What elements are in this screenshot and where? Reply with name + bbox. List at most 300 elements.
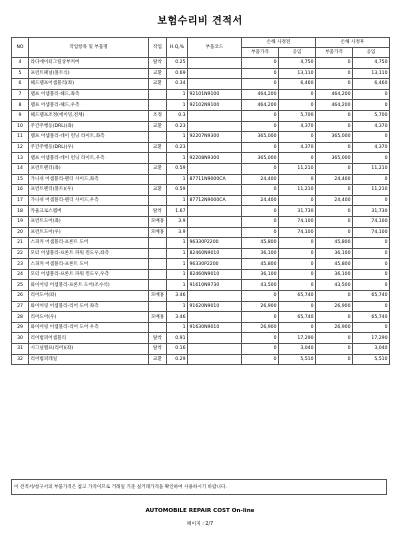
row-after-part-price: 0 bbox=[316, 333, 353, 344]
row-item: 프런트도어(좌) bbox=[29, 216, 149, 227]
row-before-part-price: 0 bbox=[242, 185, 279, 196]
row-code bbox=[188, 312, 242, 323]
estimate-rows bbox=[12, 58, 390, 365]
header-hq: H.Q,% bbox=[167, 38, 188, 58]
row-after-part-price: 0 bbox=[316, 58, 353, 69]
row-after-labor: 31,730 bbox=[353, 206, 390, 217]
row-before-part-price: 26,900 bbox=[242, 322, 279, 333]
row-after-part-price: 26,900 bbox=[316, 301, 353, 312]
row-hq: 1 bbox=[167, 153, 188, 164]
header-no: NO bbox=[12, 38, 29, 58]
row-hq: 1 bbox=[167, 132, 188, 143]
document-title: 보험수리비 견적서 bbox=[157, 16, 243, 27]
row-item: 와이어링 어셈블리-리어 도어 우측 bbox=[29, 322, 149, 333]
row-after-labor: 0 bbox=[353, 174, 390, 185]
row-item: 와이어링 어셈블리-리어 도어 좌측 bbox=[29, 301, 149, 312]
row-hq: 1 bbox=[167, 259, 188, 270]
table-row bbox=[12, 110, 390, 121]
row-before-labor: 0 bbox=[279, 195, 316, 206]
row-after-part-price: 0 bbox=[316, 227, 353, 238]
row-after-part-price: 36,100 bbox=[316, 269, 353, 280]
row-after-part-price: 464,200 bbox=[316, 100, 353, 111]
row-before-labor: 0 bbox=[279, 322, 316, 333]
header-after-part-price: 부품가격 bbox=[316, 48, 353, 58]
row-after-labor: 0 bbox=[353, 301, 390, 312]
row-after-labor: 74,100 bbox=[353, 216, 390, 227]
row-code bbox=[188, 291, 242, 302]
row-no: 6 bbox=[12, 79, 29, 90]
row-code bbox=[188, 354, 242, 365]
row-after-part-price: 0 bbox=[316, 354, 353, 365]
row-before-part-price: 464,200 bbox=[242, 89, 279, 100]
row-no: 27 bbox=[12, 301, 29, 312]
row-item: 리어도어(우) bbox=[29, 312, 149, 323]
row-item: 램프 어셈블리-데이 런닝 라이트,좌측 bbox=[29, 132, 149, 143]
row-before-labor: 13,110 bbox=[279, 68, 316, 79]
row-before-labor: 0 bbox=[279, 248, 316, 259]
row-work: 조정 bbox=[149, 110, 167, 121]
row-code: 91610N9730 bbox=[188, 280, 242, 291]
row-work bbox=[149, 269, 167, 280]
row-before-labor: 74,100 bbox=[279, 227, 316, 238]
header-before-labor: 공임 bbox=[279, 48, 316, 58]
row-hq: 1 bbox=[167, 301, 188, 312]
table-row bbox=[12, 227, 390, 238]
row-work: 탈착 bbox=[149, 344, 167, 355]
row-no: 15 bbox=[12, 174, 29, 185]
row-no: 24 bbox=[12, 269, 29, 280]
row-work: 모배홍 bbox=[149, 291, 167, 302]
table-row bbox=[12, 79, 390, 90]
row-work bbox=[149, 89, 167, 100]
row-after-part-price: 365,000 bbox=[316, 132, 353, 143]
row-hq: 0.59 bbox=[167, 185, 188, 196]
row-after-part-price: 0 bbox=[316, 291, 353, 302]
table-row bbox=[12, 195, 390, 206]
header-before: 손해 사정전 bbox=[242, 38, 316, 48]
row-hq: 1.67 bbox=[167, 206, 188, 217]
row-work: 탈착 bbox=[149, 206, 167, 217]
row-work: 교환 bbox=[149, 121, 167, 132]
row-before-part-price: 26,900 bbox=[242, 301, 279, 312]
row-work: 모배홍 bbox=[149, 312, 167, 323]
row-before-labor: 0 bbox=[279, 100, 316, 111]
row-after-labor: 65,740 bbox=[353, 312, 390, 323]
row-before-labor: 31,730 bbox=[279, 206, 316, 217]
row-code: 96330P2200 bbox=[188, 259, 242, 270]
row-after-labor: 65,740 bbox=[353, 291, 390, 302]
table-row bbox=[12, 163, 390, 174]
row-before-part-price: 0 bbox=[242, 216, 279, 227]
row-work: 교환 bbox=[149, 79, 167, 90]
row-code: 87712N9000CA bbox=[188, 195, 242, 206]
table-row bbox=[12, 312, 390, 323]
table-row bbox=[12, 259, 390, 270]
header-after-labor: 공임 bbox=[353, 48, 390, 58]
row-hq: 0.23 bbox=[167, 142, 188, 153]
row-hq: 1 bbox=[167, 248, 188, 259]
row-code bbox=[188, 216, 242, 227]
row-no: 9 bbox=[12, 110, 29, 121]
row-work bbox=[149, 248, 167, 259]
table-row bbox=[12, 216, 390, 227]
row-work bbox=[149, 280, 167, 291]
row-code bbox=[188, 79, 242, 90]
row-after-part-price: 24,400 bbox=[316, 195, 353, 206]
row-before-labor: 3,040 bbox=[279, 344, 316, 355]
row-after-labor: 5,700 bbox=[353, 110, 390, 121]
row-before-part-price: 0 bbox=[242, 206, 279, 217]
row-after-part-price: 0 bbox=[316, 216, 353, 227]
row-item: 헤드램프어셈블리(좌) bbox=[29, 79, 149, 90]
table-row bbox=[12, 121, 390, 132]
row-before-labor: 5,700 bbox=[279, 110, 316, 121]
table-row bbox=[12, 280, 390, 291]
row-no: 32 bbox=[12, 354, 29, 365]
row-before-labor: 65,740 bbox=[279, 312, 316, 323]
row-before-part-price: 0 bbox=[242, 142, 279, 153]
table-row bbox=[12, 269, 390, 280]
row-no: 25 bbox=[12, 280, 29, 291]
row-code bbox=[188, 333, 242, 344]
row-before-part-price: 24,400 bbox=[242, 195, 279, 206]
row-code: 82460N9010 bbox=[188, 248, 242, 259]
row-work: 교환 bbox=[149, 142, 167, 153]
row-item: 램프 어셈블리-데이 런닝 라이트,우측 bbox=[29, 153, 149, 164]
row-before-labor: 65,740 bbox=[279, 291, 316, 302]
row-after-part-price: 365,000 bbox=[316, 153, 353, 164]
row-item: 프런트패널(볼트식) bbox=[29, 68, 149, 79]
row-after-part-price: 0 bbox=[316, 110, 353, 121]
row-before-part-price: 0 bbox=[242, 291, 279, 302]
table-row bbox=[12, 185, 390, 196]
row-code: 92208N9300 bbox=[188, 153, 242, 164]
row-item: 리어도어(좌) bbox=[29, 291, 149, 302]
row-item: 리어범퍼어셈블리 bbox=[29, 333, 149, 344]
table-row bbox=[12, 291, 390, 302]
row-item: 가니쉬 어셈블리-펜더 사이드,좌측 bbox=[29, 174, 149, 185]
row-before-labor: 0 bbox=[279, 174, 316, 185]
table-row bbox=[12, 174, 390, 185]
row-after-part-price: 45,800 bbox=[316, 238, 353, 249]
row-code bbox=[188, 185, 242, 196]
row-after-labor: 0 bbox=[353, 269, 390, 280]
row-item: 주간주행등(DRL)(우) bbox=[29, 142, 149, 153]
row-work: 교환 bbox=[149, 354, 167, 365]
header-after: 손해 사정후 bbox=[316, 38, 390, 48]
row-no: 19 bbox=[12, 216, 29, 227]
row-after-labor: 0 bbox=[353, 153, 390, 164]
row-work bbox=[149, 238, 167, 249]
row-before-part-price: 0 bbox=[242, 344, 279, 355]
row-after-labor: 4,370 bbox=[353, 142, 390, 153]
header-code: 부품코드 bbox=[188, 38, 242, 58]
table-row bbox=[12, 142, 390, 153]
row-no: 12 bbox=[12, 142, 29, 153]
row-item: 모터 어셈블리-프론트 파워 윈도우,우측 bbox=[29, 269, 149, 280]
row-after-part-price: 36,100 bbox=[316, 248, 353, 259]
row-before-part-price: 45,800 bbox=[242, 259, 279, 270]
row-hq: 1 bbox=[167, 280, 188, 291]
row-after-part-price: 0 bbox=[316, 312, 353, 323]
row-hq: 1 bbox=[167, 174, 188, 185]
row-hq: 1 bbox=[167, 269, 188, 280]
row-work bbox=[149, 195, 167, 206]
row-hq: 1 bbox=[167, 195, 188, 206]
row-work: 탈착 bbox=[149, 333, 167, 344]
row-after-labor: 11,210 bbox=[353, 163, 390, 174]
row-before-part-price: 0 bbox=[242, 354, 279, 365]
row-before-part-price: 365,000 bbox=[242, 132, 279, 143]
row-no: 18 bbox=[12, 206, 29, 217]
row-before-part-price: 464,200 bbox=[242, 100, 279, 111]
row-code bbox=[188, 344, 242, 355]
row-after-labor: 4,750 bbox=[353, 58, 390, 69]
row-before-labor: 5,510 bbox=[279, 354, 316, 365]
row-hq: 1 bbox=[167, 89, 188, 100]
row-hq: 0.25 bbox=[167, 58, 188, 69]
row-after-labor: 0 bbox=[353, 322, 390, 333]
row-no: 31 bbox=[12, 344, 29, 355]
row-after-labor: 74,100 bbox=[353, 227, 390, 238]
row-code bbox=[188, 142, 242, 153]
row-code bbox=[188, 110, 242, 121]
row-item: 스피커 어셈블리-프론트 도어 bbox=[29, 259, 149, 270]
header-item: 작업항목 및 부품명 bbox=[29, 38, 149, 58]
row-no: 7 bbox=[12, 89, 29, 100]
row-item: 스피커 어셈블리-프론트 도어 bbox=[29, 238, 149, 249]
row-work bbox=[149, 301, 167, 312]
row-item: 모터 어셈블리-프론트 파워 윈도우,좌측 bbox=[29, 248, 149, 259]
price-note: 이 견적서/청구서의 부품가격은 참고 가격이므로 거래일 기준 실거래가격을 확인하여 사용하시기 바랍니다. bbox=[11, 479, 387, 495]
header-work: 작업 bbox=[149, 38, 167, 58]
row-after-part-price: 24,400 bbox=[316, 174, 353, 185]
row-before-labor: 17,290 bbox=[279, 333, 316, 344]
table-row bbox=[12, 206, 390, 217]
row-hq: 3.9 bbox=[167, 227, 188, 238]
table-row bbox=[12, 238, 390, 249]
row-before-part-price: 43,500 bbox=[242, 280, 279, 291]
row-item: 프런트도어(우) bbox=[29, 227, 149, 238]
row-after-part-price: 0 bbox=[316, 121, 353, 132]
row-before-labor: 4,370 bbox=[279, 121, 316, 132]
row-after-labor: 0 bbox=[353, 100, 390, 111]
row-work: 모배홍 bbox=[149, 227, 167, 238]
row-after-labor: 0 bbox=[353, 132, 390, 143]
row-before-labor: 74,100 bbox=[279, 216, 316, 227]
row-before-part-price: 0 bbox=[242, 110, 279, 121]
row-item: 시그널램프(리어)(좌) bbox=[29, 344, 149, 355]
row-code bbox=[188, 227, 242, 238]
row-after-part-price: 26,900 bbox=[316, 322, 353, 333]
row-code bbox=[188, 206, 242, 217]
row-no: 4 bbox=[12, 58, 29, 69]
row-code bbox=[188, 58, 242, 69]
row-before-part-price: 24,400 bbox=[242, 174, 279, 185]
row-after-labor: 0 bbox=[353, 259, 390, 270]
table-row bbox=[12, 344, 390, 355]
table-row bbox=[12, 322, 390, 333]
row-work: 교환 bbox=[149, 163, 167, 174]
estimate-table bbox=[11, 37, 390, 365]
row-item: 프런트펜더(볼트)(우) bbox=[29, 185, 149, 196]
row-no: 21 bbox=[12, 238, 29, 249]
footer-brand: AUTOMOBILE REPAIR COST On-line bbox=[145, 508, 255, 514]
row-hq: 3.46 bbox=[167, 312, 188, 323]
row-item: 프런트펜더(좌) bbox=[29, 163, 149, 174]
row-code bbox=[188, 68, 242, 79]
row-after-part-price: 0 bbox=[316, 163, 353, 174]
row-item: 헤드램프조정(에이밍,전체) bbox=[29, 110, 149, 121]
row-work bbox=[149, 132, 167, 143]
row-after-part-price: 0 bbox=[316, 142, 353, 153]
row-before-labor: 4,750 bbox=[279, 58, 316, 69]
row-work bbox=[149, 259, 167, 270]
table-row bbox=[12, 132, 390, 143]
row-before-labor: 0 bbox=[279, 280, 316, 291]
row-no: 17 bbox=[12, 195, 29, 206]
row-after-labor: 13,110 bbox=[353, 68, 390, 79]
table-row bbox=[12, 248, 390, 259]
row-code: 92102N9100 bbox=[188, 100, 242, 111]
row-work bbox=[149, 322, 167, 333]
row-after-part-price: 45,800 bbox=[316, 259, 353, 270]
row-hq: 0.34 bbox=[167, 79, 188, 90]
row-after-labor: 3,040 bbox=[353, 344, 390, 355]
row-no: 10 bbox=[12, 121, 29, 132]
row-before-part-price: 365,000 bbox=[242, 153, 279, 164]
row-after-part-price: 0 bbox=[316, 68, 353, 79]
row-no: 14 bbox=[12, 163, 29, 174]
row-no: 5 bbox=[12, 68, 29, 79]
row-before-labor: 0 bbox=[279, 153, 316, 164]
row-before-labor: 0 bbox=[279, 259, 316, 270]
row-item: 램프 어셈블리-헤드,좌측 bbox=[29, 89, 149, 100]
row-hq: 3.9 bbox=[167, 216, 188, 227]
row-code: 91620N9010 bbox=[188, 301, 242, 312]
row-work: 탈착 bbox=[149, 58, 167, 69]
row-work: 모배홍 bbox=[149, 216, 167, 227]
row-item: 리어범퍼레일 bbox=[29, 354, 149, 365]
row-work bbox=[149, 153, 167, 164]
row-before-labor: 11,210 bbox=[279, 185, 316, 196]
table-row bbox=[12, 68, 390, 79]
row-after-labor: 5,510 bbox=[353, 354, 390, 365]
row-after-labor: 0 bbox=[353, 248, 390, 259]
row-after-labor: 0 bbox=[353, 195, 390, 206]
row-work: 교환 bbox=[149, 68, 167, 79]
row-work: 교환 bbox=[149, 185, 167, 196]
row-before-labor: 0 bbox=[279, 301, 316, 312]
row-code bbox=[188, 121, 242, 132]
row-after-labor: 6,460 bbox=[353, 79, 390, 90]
row-item: 램프 어셈블리-헤드,우측 bbox=[29, 100, 149, 111]
table-row bbox=[12, 89, 390, 100]
row-before-labor: 0 bbox=[279, 89, 316, 100]
row-item: 와이어링 어셈블리-프론트 도어(조수석) bbox=[29, 280, 149, 291]
row-no: 28 bbox=[12, 312, 29, 323]
table-row bbox=[12, 301, 390, 312]
row-hq: 1 bbox=[167, 100, 188, 111]
row-before-labor: 11,210 bbox=[279, 163, 316, 174]
row-code: 87711N9000CA bbox=[188, 174, 242, 185]
row-no: 29 bbox=[12, 322, 29, 333]
table-row bbox=[12, 58, 390, 69]
row-code: 92101N9100 bbox=[188, 89, 242, 100]
row-no: 11 bbox=[12, 132, 29, 143]
row-after-part-price: 0 bbox=[316, 206, 353, 217]
row-before-part-price: 0 bbox=[242, 121, 279, 132]
row-no: 8 bbox=[12, 100, 29, 111]
row-after-labor: 11,210 bbox=[353, 185, 390, 196]
row-before-part-price: 36,100 bbox=[242, 269, 279, 280]
table-row bbox=[12, 354, 390, 365]
row-no: 30 bbox=[12, 333, 29, 344]
row-after-part-price: 0 bbox=[316, 185, 353, 196]
table-row bbox=[12, 153, 390, 164]
row-code: 96330P2200 bbox=[188, 238, 242, 249]
row-before-labor: 0 bbox=[279, 132, 316, 143]
row-no: 13 bbox=[12, 153, 29, 164]
row-code: 82460N9010 bbox=[188, 269, 242, 280]
row-no: 26 bbox=[12, 291, 29, 302]
row-before-part-price: 45,800 bbox=[242, 238, 279, 249]
row-before-labor: 4,370 bbox=[279, 142, 316, 153]
row-after-labor: 0 bbox=[353, 89, 390, 100]
row-after-labor: 0 bbox=[353, 238, 390, 249]
row-hq: 0.69 bbox=[167, 68, 188, 79]
page-number: 페이지 : 2/7 bbox=[186, 522, 214, 527]
row-no: 20 bbox=[12, 227, 29, 238]
row-item: 가니쉬 어셈블리-펜더 사이드,우측 bbox=[29, 195, 149, 206]
row-hq: 0.91 bbox=[167, 333, 188, 344]
row-code: 91630N9010 bbox=[188, 322, 242, 333]
row-hq: 3.46 bbox=[167, 291, 188, 302]
row-before-labor: 0 bbox=[279, 238, 316, 249]
table-row bbox=[12, 333, 390, 344]
table-row bbox=[12, 100, 390, 111]
row-work bbox=[149, 174, 167, 185]
row-no: 22 bbox=[12, 248, 29, 259]
row-after-part-price: 43,500 bbox=[316, 280, 353, 291]
row-after-part-price: 0 bbox=[316, 79, 353, 90]
row-before-labor: 6,460 bbox=[279, 79, 316, 90]
row-hq: 1 bbox=[167, 322, 188, 333]
row-code: 92207N9300 bbox=[188, 132, 242, 143]
row-hq: 1 bbox=[167, 238, 188, 249]
row-after-part-price: 0 bbox=[316, 344, 353, 355]
row-code bbox=[188, 163, 242, 174]
row-before-part-price: 0 bbox=[242, 79, 279, 90]
row-item: 카울크로스멤버 bbox=[29, 206, 149, 217]
row-hq: 0.16 bbox=[167, 344, 188, 355]
row-before-part-price: 0 bbox=[242, 312, 279, 323]
row-no: 23 bbox=[12, 259, 29, 270]
row-hq: 0.59 bbox=[167, 163, 188, 174]
row-no: 16 bbox=[12, 185, 29, 196]
row-hq: 0.23 bbox=[167, 121, 188, 132]
row-before-part-price: 0 bbox=[242, 227, 279, 238]
row-after-labor: 17,290 bbox=[353, 333, 390, 344]
row-after-part-price: 464,200 bbox=[316, 89, 353, 100]
row-hq: 0.3 bbox=[167, 110, 188, 121]
row-item: 주간주행등(DRL)(좌) bbox=[29, 121, 149, 132]
row-item: 라디에이터그릴상부커버 bbox=[29, 58, 149, 69]
row-before-part-price: 0 bbox=[242, 58, 279, 69]
row-after-labor: 4,370 bbox=[353, 121, 390, 132]
row-hq: 0.29 bbox=[167, 354, 188, 365]
row-work bbox=[149, 100, 167, 111]
